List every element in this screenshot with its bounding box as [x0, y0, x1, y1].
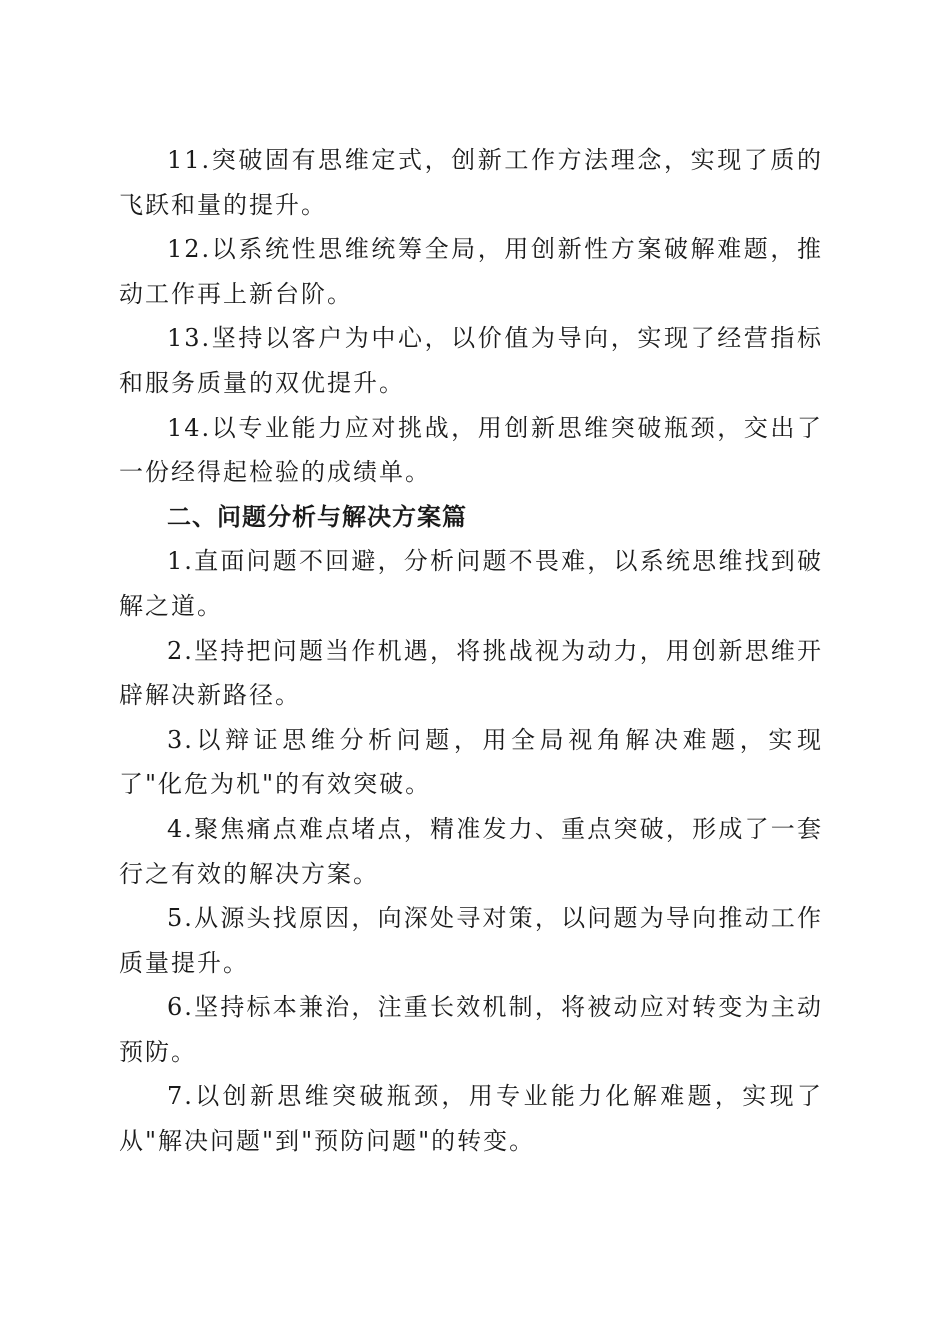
list-item: 6.坚持标本兼治，注重长效机制，将被动应对转变为主动预防。	[119, 993, 823, 1066]
list-item: 5.从源头找原因，向深处寻对策，以问题为导向推动工作质量提升。	[119, 904, 823, 977]
list-item: 13.坚持以客户为中心，以价值为导向，实现了经营指标和服务质量的双优提升。	[119, 324, 823, 397]
list-item: 14.以专业能力应对挑战，用创新思维突破瓶颈，交出了一份经得起检验的成绩单。	[119, 413, 823, 487]
list-item: 2.坚持把问题当作机遇，将挑战视为动力，用创新思维开辟解决新路径。	[119, 636, 823, 710]
list-item: 4.聚焦痛点难点堵点，精准发力、重点突破，形成了一套行之有效的解决方案。	[119, 814, 823, 888]
list-item: 7.以创新思维突破瓶颈，用专业能力化解难题，实现了从"解决问题"到"预防问题"的转变。	[119, 1082, 823, 1156]
list-item: 3.以辩证思维分析问题，用全局视角解决难题，实现了"化危为机"的有效突破。	[119, 725, 823, 799]
list-item: 12.以系统性思维统筹全局，用创新性方案破解难题，推动工作再上新台阶。	[119, 235, 823, 308]
section-heading: 二、问题分析与解决方案篇	[167, 502, 467, 531]
list-item: 1.直面问题不回避，分析问题不畏难，以系统思维找到破解之道。	[119, 547, 823, 620]
list-item: 11.突破固有思维定式，创新工作方法理念，实现了质的飞跃和量的提升。	[119, 146, 823, 219]
document-body	[119, 138, 823, 1164]
